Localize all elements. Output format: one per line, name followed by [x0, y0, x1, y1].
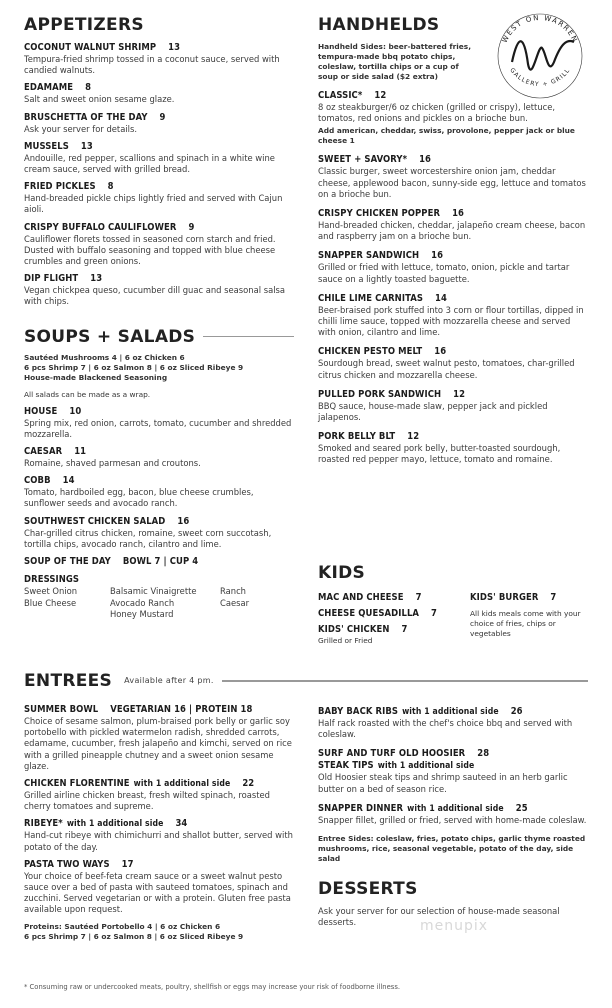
menu-item	[318, 389, 588, 423]
menu-item	[318, 154, 588, 200]
salads-list	[24, 406, 294, 550]
dressing-option	[24, 609, 110, 621]
entrees-left	[24, 698, 294, 942]
dressing-option: Balsamic Vinaigrette	[110, 586, 197, 597]
right-column	[318, 14, 588, 466]
menu-item	[24, 82, 294, 105]
menu-item-desc: Sourdough bread, sweet walnut pesto, tomatoes, char-grilled citrus chicken and mozzarella cheese.	[318, 358, 575, 380]
menu-item-name: SOUTHWEST CHICKEN SALAD 16	[24, 515, 190, 527]
menu-item-desc: Cauliflower florets tossed in seasoned corn starch and fried. Dusted with buffalo seasoning and topped with blue cheese crumbles and green onions.	[24, 233, 276, 267]
menu-item-desc: Old Hoosier steak tips and shrimp sauteed in an herb garlic butter on a bed of season rice.	[318, 772, 568, 794]
entrees-heading-row	[24, 670, 588, 692]
dressing-option: Honey Mustard	[110, 609, 174, 620]
entrees-heading: ENTREES Available after 4 pm.	[24, 670, 588, 692]
menu-item-name: BRUSCHETTA OF THE DAY 9	[24, 111, 166, 123]
menu-item	[24, 778, 294, 812]
menu-item-desc: Choice of sesame salmon, plum-braised pork belly or garlic soy portobello with pickled watermelon radish, shredded carrots, edamame, cucumber, fresh jalapeño and kimchi, served on rice with a grilled pineapple chutney and a sweet onion sesame glaze.	[24, 716, 292, 771]
logo-top-text: WEST ON WARREN	[500, 13, 580, 45]
menu-item-name: CHILE LIME CARNITAS 14	[318, 292, 447, 304]
menu-item-name: MUSSELS 13	[24, 140, 93, 152]
menu-item	[24, 273, 294, 307]
menu-item-name: CRISPY BUFFALO CAULIFLOWER 9	[24, 221, 195, 233]
section-divider	[203, 336, 294, 337]
menu-item-desc: Your choice of beef-feta cream sauce or a sweet walnut pesto sauce over a bed of pasta with sauteed tomatoes, spinach and zucchini. Served vegetarian or with a protein. Gluten free pasta available upon request.	[24, 870, 291, 915]
menu-item	[24, 516, 294, 550]
menu-item-name: SURF AND TURF OLD HOOSIER 28 STEAK TIPS with 1 additional side	[318, 748, 490, 772]
entree-sides-note: Entree Sides: coleslaw, fries, potato chips, garlic thyme roasted mushrooms, rice, seasonal vegetable, potato of the day, side salad	[318, 834, 586, 864]
menu-item-name: COCONUT WALNUT SHRIMP 13	[24, 42, 181, 53]
menu-item-name: EDAMAME 8	[24, 82, 92, 94]
menu-item-desc: Salt and sweet onion sesame glaze.	[24, 94, 175, 105]
menu-item	[24, 446, 294, 469]
entrees-subtitle: Available after 4 pm.	[124, 676, 214, 685]
menu-item-name: RIBEYE* with 1 additional side 34	[24, 818, 188, 830]
wrap-note: All salads can be made as a wrap.	[24, 389, 151, 399]
menu-item-desc: Spring mix, red onion, carrots, tomato, cucumber and shredded mozzarella.	[24, 417, 292, 439]
menu-item	[318, 208, 588, 242]
menu-item-desc: Hand-cut ribeye with chimichurri and shallot butter, served with potato of the day.	[24, 830, 293, 852]
menu-item	[318, 346, 588, 380]
dressing-option: Avocado Ranch	[110, 597, 175, 608]
menu-item	[24, 141, 294, 175]
section-divider	[222, 680, 588, 681]
menu-item-name: CLASSIC* 12	[318, 90, 387, 101]
menu-item-desc: Romaine, shaved parmesan and croutons.	[24, 458, 201, 469]
menu-item	[24, 475, 294, 509]
menu-item	[24, 181, 294, 215]
kids-section	[318, 562, 588, 654]
menu-item	[318, 90, 588, 146]
kids-item: KIDS' BURGER 7	[470, 592, 557, 603]
dressing-option: Blue Cheese	[24, 597, 77, 608]
dressing-option	[220, 609, 280, 621]
menu-item-desc: Snapper fillet, grilled or fried, served with home-made coleslaw.	[318, 814, 587, 825]
menu-item-note: Add american, cheddar, swiss, provolone, pepper jack or blue cheese 1	[318, 126, 575, 146]
menu-item-desc: Andouille, red pepper, scallions and spinach in a white wine cream sauce, served with grilled bread.	[24, 152, 275, 175]
menu-item-desc: Ask your server for details.	[24, 123, 138, 134]
menu-item	[318, 293, 588, 339]
menu-item	[24, 112, 294, 135]
menu-item-name: PORK BELLY BLT 12	[318, 431, 420, 443]
menu-item-desc: Beer-braised pork stuffed into 3 corn or flour tortillas, dipped in chilli lime sauce, topped with mozzarella cheese and served with onion, cilantro and lime.	[318, 304, 584, 338]
kids-meal-note: All kids meals come with your choice of fries, chips or vegetables	[470, 609, 581, 638]
menu-item	[24, 818, 294, 852]
salad-seasoning-line: House-made Blackened Seasoning	[24, 372, 168, 382]
menu-item-desc: Grilled or fried with lettuce, tomato, onion, pickle and tartar sauce on a lightly toasted baguette.	[318, 262, 570, 284]
menu-item-name: FRIED PICKLES 8	[24, 181, 114, 193]
menu-item-name: DIP FLIGHT 13	[24, 273, 103, 285]
kids-item: MAC AND CHEESE 7	[318, 592, 422, 603]
menu-item	[24, 704, 294, 772]
menu-item	[318, 431, 588, 465]
menu-item-desc: Tempura-fried shrimp tossed in a coconut sauce, served with candied walnuts.	[24, 54, 280, 76]
menu-item-desc: 8 oz steakburger/6 oz chicken (grilled or crispy), lettuce, tomatos, red onions and pickles on a brioche bun.	[318, 102, 556, 124]
menu-item-name: SNAPPER SANDWICH 16	[318, 250, 444, 262]
kids-chicken-note: Grilled or Fried	[318, 636, 373, 645]
menu-item-name: CRISPY CHICKEN POPPER 16	[318, 208, 464, 220]
salad-addons-line: Sautéed Mushrooms 4 | 6 oz Chicken 6	[24, 352, 185, 362]
kids-item: KIDS' CHICKEN 7	[318, 624, 408, 635]
left-column	[24, 14, 294, 621]
dressing-option: Sweet Onion	[24, 586, 78, 597]
entree-proteins-line: Proteins: Sautéed Portobello 4 | 6 oz Chicken 6	[24, 921, 221, 931]
menu-item-desc: Char-grilled citrus chicken, romaine, sweet corn succotash, tortilla chips, avocado ranch, cilantro and lime.	[24, 527, 272, 549]
dressing-option: Ranch	[220, 586, 246, 597]
salad-addons-line: 6 pcs Shrimp 7 | 6 oz Salmon 8 | 6 oz Sliced Ribeye 9	[24, 362, 244, 372]
menu-item	[318, 748, 588, 794]
menu-item-desc: Smoked and seared pork belly, butter-toasted sourdough, roasted red pepper mayo, lettuce, tomato and romaine.	[318, 443, 561, 465]
watermark: menupix	[420, 918, 489, 934]
menu-item-name: CAESAR 11	[24, 446, 87, 458]
footer-disclaimer: * Consuming raw or undercooked meats, poultry, shellfish or eggs may increase your risk of foodborne illness.	[24, 983, 401, 991]
entrees-right	[318, 698, 588, 928]
desserts-desc: Ask your server for our selection of house-made seasonal desserts.	[318, 906, 560, 928]
menu-item-desc: BBQ sauce, house-made slaw, pepper jack and pickled jalapenos.	[318, 400, 548, 423]
menu-item-name: SNAPPER DINNER with 1 additional side 25	[318, 802, 528, 814]
menu-item	[24, 859, 294, 916]
logo-bottom-text: GALLERY + GRILL	[508, 66, 572, 89]
menu-item-desc: Hand-breaded chicken, cheddar, jalapeño cream cheese, bacon and raspberry jam on a brioche bun.	[318, 220, 586, 242]
menu-item-name: HOUSE 10	[24, 405, 82, 417]
menu-item-name: PULLED PORK SANDWICH 12	[318, 388, 466, 400]
menu-item-desc: Grilled airline chicken breast, fresh wilted spinach, roasted cherry tomatoes and supreme.	[24, 790, 270, 812]
menu-item	[318, 250, 588, 284]
handhelds-list	[318, 90, 588, 466]
menu-item-desc: Hand-breaded pickle chips lightly fried and served with Cajun aioli.	[24, 193, 283, 215]
menu-item-name: PASTA TWO WAYS 17	[24, 858, 134, 870]
menu-item-name: CHICKEN PESTO MELT 16	[318, 346, 447, 358]
menu-item-desc: Classic burger, sweet worcestershire onion jam, cheddar cheese, applewood bacon, sunny-side egg, lettuce and tomatos on a brioche bun.	[318, 166, 586, 199]
desserts-heading: DESSERTS	[318, 879, 418, 900]
menu-item-name: COBB 14	[24, 475, 75, 487]
menu-item	[318, 803, 588, 826]
appetizers-heading: APPETIZERS	[24, 15, 144, 35]
menu-item	[318, 706, 588, 740]
menu-item-desc: Vegan chickpea queso, cucumber dill guac and seasonal salsa with chips.	[24, 285, 286, 307]
menu-item-desc: Half rack roasted with the chef's choice bbq and served with coleslaw.	[318, 718, 573, 740]
dressing-option: Caesar	[220, 597, 250, 608]
menu-item	[24, 42, 294, 76]
menu-item	[24, 406, 294, 440]
menu-item-name: SUMMER BOWL VEGETARIAN 16 | PROTEIN 18	[24, 704, 253, 715]
kids-heading: KIDS	[318, 563, 366, 583]
handhelds-heading: HANDHELDS	[318, 15, 440, 35]
dressings: DRESSINGS Sweet Onion Balsamic Vinaigrette Ranch Blue Cheese Avocado Ranch Caesar Honey Mustard	[24, 574, 294, 621]
dressings-grid	[24, 586, 294, 621]
entree-proteins-line: 6 pcs Shrimp 7 | 6 oz Salmon 8 | 6 oz Sliced Ribeye 9	[24, 931, 244, 941]
menu-item-name: CHICKEN FLORENTINE with 1 additional side 22	[24, 778, 255, 790]
menu-item	[24, 222, 294, 268]
soups-heading: SOUPS + SALADS	[24, 326, 294, 348]
menu-item-name: BABY BACK RIBS with 1 additional side 26	[318, 706, 523, 717]
menu-item-desc: Tomato, hardboiled egg, bacon, blue cheese crumbles, sunflower seeds and avocado ranch.	[24, 487, 254, 509]
kids-item: CHEESE QUESADILLA 7	[318, 608, 438, 619]
menu-item-name: SWEET + SAVORY* 16	[318, 154, 432, 166]
appetizers-list	[24, 42, 294, 308]
handheld-sides-note: Handheld Sides: beer-battered fries, tempura-made bbq potato chips, coleslaw, tortilla chips or a cup of soup or side salad ($2 extra)	[318, 42, 471, 81]
soup-of-day: SOUP OF THE DAY BOWL 7 | CUP 4	[24, 556, 199, 568]
